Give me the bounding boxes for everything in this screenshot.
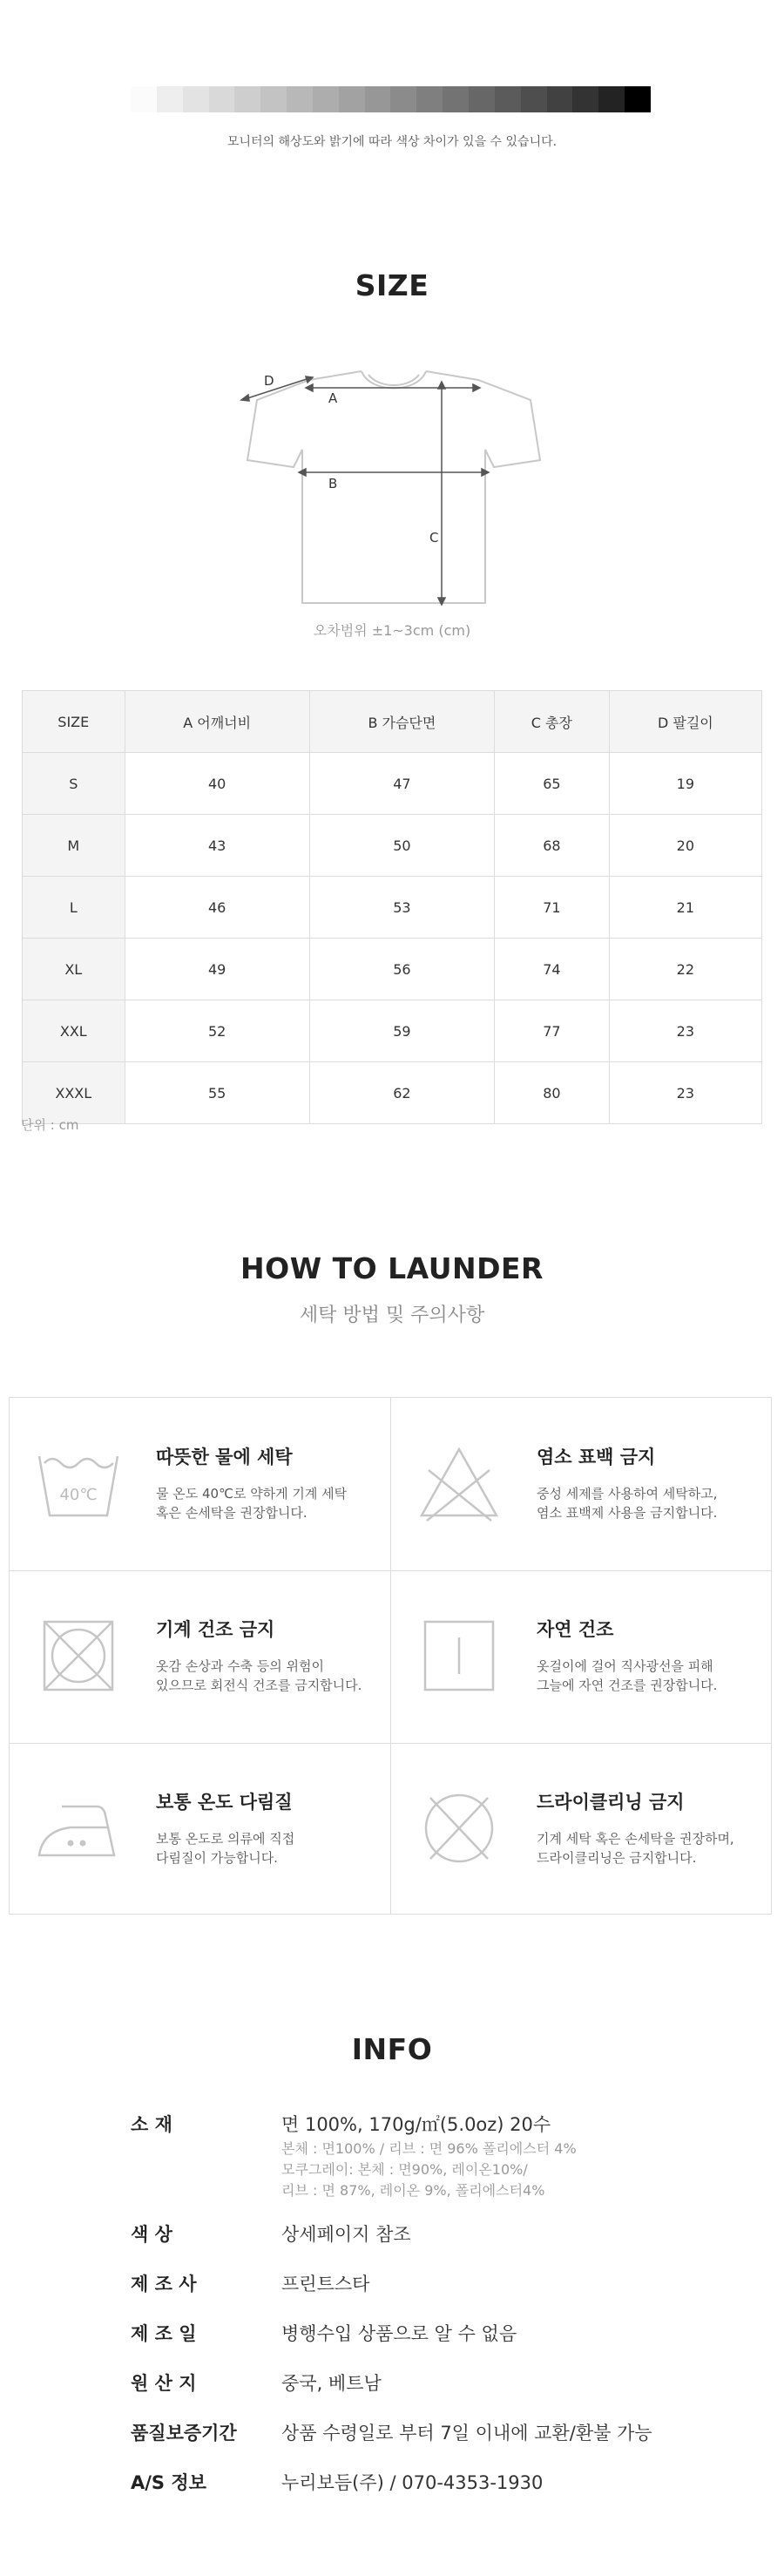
monitor-notice: 모니터의 해상도와 밝기에 따라 색상 차이가 있을 수 있습니다. [226, 135, 558, 149]
tshirt-size-diagram [240, 359, 544, 612]
desc-line-2: 다림질이 가능합니다. [156, 1850, 278, 1866]
launder-item-desc [537, 1657, 767, 1695]
value-cell: 56 [309, 939, 494, 1000]
gradient-swatch [390, 86, 416, 112]
value-cell: 22 [609, 939, 761, 1000]
value-cell: 46 [125, 877, 309, 939]
size-table-header [23, 691, 762, 753]
value-cell: 59 [309, 1000, 494, 1062]
value-cell: 55 [125, 1062, 309, 1124]
launder-item [10, 1743, 390, 1915]
size-cell: XXXL [23, 1062, 125, 1124]
info-label: 제 조 사 [131, 2274, 197, 2295]
iron-medium-icon [36, 1789, 121, 1868]
header-cell: A 어깨너비 [125, 691, 309, 753]
launder-item [390, 1743, 771, 1915]
launder-item-desc [537, 1484, 767, 1522]
launder-item-title: 드라이클리닝 금지 [537, 1792, 685, 1813]
size-cell: XXL [23, 1000, 125, 1062]
no-tumble-dry-icon [36, 1617, 121, 1695]
info-label: 제 조 일 [131, 2323, 197, 2344]
table-row [23, 1000, 762, 1062]
value-cell: 23 [609, 1000, 761, 1062]
value-cell: 43 [125, 815, 309, 877]
value-cell: 50 [309, 815, 494, 877]
gradient-swatch [416, 86, 443, 112]
value-cell: 53 [309, 877, 494, 939]
gradient-swatch [495, 86, 521, 112]
info-value: 누리보듬(주) / 070-4353-1930 [281, 2472, 544, 2493]
header-cell: D 팔길이 [609, 691, 761, 753]
desc-line-1: 보통 온도로 의류에 직접 [156, 1831, 295, 1847]
table-row [23, 877, 762, 939]
material-note: 본체 : 면100% / 리브 : 면 96% 폴리에스터 4% [281, 2140, 577, 2157]
desc-line-1: 옷감 손상과 수축 등의 위험이 [156, 1658, 324, 1674]
header-cell: C 총장 [495, 691, 610, 753]
size-cell: M [23, 815, 125, 877]
desc-line-1: 기계 세탁 혹은 손세탁을 권장하며, [537, 1831, 734, 1847]
color-gradient-bar [131, 86, 651, 112]
launder-item-title: 따뜻한 물에 세탁 [156, 1447, 293, 1468]
value-cell: 74 [495, 939, 610, 1000]
value-cell: 62 [309, 1062, 494, 1124]
size-table [22, 690, 762, 1124]
header-cell: SIZE [23, 691, 125, 753]
gradient-swatch [339, 86, 365, 112]
info-label: 품질보증기간 [131, 2423, 237, 2444]
launder-subtitle: 세탁 방법 및 주의사항 [299, 1305, 485, 1326]
value-cell: 19 [609, 753, 761, 815]
tolerance-note: 오차범위 ±1~3cm (cm) [313, 622, 471, 639]
gradient-swatch [287, 86, 313, 112]
tshirt-outline [247, 371, 540, 603]
launder-item [390, 1398, 771, 1570]
value-cell: 49 [125, 939, 309, 1000]
launder-item-desc [156, 1829, 387, 1868]
value-cell: 77 [495, 1000, 610, 1062]
unit-note: 단위 : cm [21, 1117, 79, 1133]
gradient-swatch [443, 86, 469, 112]
info-label: 색 상 [131, 2224, 172, 2245]
info-value: 면 100%, 170g/㎡(5.0oz) 20수 [281, 2114, 551, 2135]
table-row [23, 1062, 762, 1124]
size-title: SIZE [355, 268, 429, 302]
label-b: B [328, 476, 338, 491]
info-value: 상세페이지 참조 [281, 2224, 411, 2245]
launder-item [10, 1398, 390, 1570]
gradient-swatch [365, 86, 391, 112]
size-cell: XL [23, 939, 125, 1000]
desc-line-1: 옷걸이에 걸어 직사광선을 피해 [537, 1658, 713, 1674]
gradient-swatch [157, 86, 183, 112]
gradient-swatch [183, 86, 209, 112]
value-cell: 68 [495, 815, 610, 877]
no-bleach-icon [416, 1444, 502, 1522]
desc-line-2: 염소 표백제 사용을 금지합니다. [537, 1505, 718, 1521]
desc-line-2: 혹은 손세탁을 권장합니다. [156, 1505, 308, 1521]
info-value: 프린트스타 [281, 2274, 370, 2295]
value-cell: 40 [125, 753, 309, 815]
info-value: 병행수입 상품으로 알 수 없음 [281, 2323, 517, 2344]
label-a: A [328, 390, 338, 406]
launder-item-desc [156, 1484, 387, 1522]
table-row [23, 815, 762, 877]
launder-item-desc [537, 1829, 767, 1868]
gradient-swatch [260, 86, 287, 112]
value-cell: 80 [495, 1062, 610, 1124]
info-title: INFO [351, 2032, 433, 2066]
label-c: C [429, 530, 439, 546]
table-row [23, 939, 762, 1000]
material-note: 리브 : 면 87%, 레이온 9%, 폴리에스터4% [281, 2182, 545, 2199]
gradient-swatch [547, 86, 573, 112]
value-cell: 47 [309, 753, 494, 815]
size-cell: L [23, 877, 125, 939]
gradient-swatch [131, 86, 157, 112]
info-label: A/S 정보 [131, 2472, 206, 2493]
desc-line-1: 중성 세제를 사용하여 세탁하고, [537, 1486, 718, 1502]
gradient-swatch [469, 86, 495, 112]
launder-item [390, 1570, 771, 1743]
label-d: D [264, 373, 274, 389]
desc-line-2: 드라이클리닝은 금지합니다. [537, 1850, 697, 1866]
gradient-swatch [234, 86, 260, 112]
launder-item-title: 기계 건조 금지 [156, 1619, 275, 1640]
desc-line-2: 있으므로 회전식 건조를 금지합니다. [156, 1678, 362, 1693]
value-cell: 23 [609, 1062, 761, 1124]
header-cell: B 가슴단면 [309, 691, 494, 753]
launder-title: HOW TO LAUNDER [240, 1251, 544, 1285]
gradient-swatch [313, 86, 339, 112]
wash-40c-icon [36, 1444, 121, 1522]
info-value: 중국, 베트남 [281, 2373, 382, 2394]
wash-temp-text: 40℃ [59, 1486, 98, 1504]
launder-item-title: 보통 온도 다림질 [156, 1792, 293, 1813]
desc-line-1: 물 온도 40℃로 약하게 기계 세탁 [156, 1486, 348, 1502]
launder-item-title: 염소 표백 금지 [537, 1447, 656, 1468]
value-cell: 21 [609, 877, 761, 939]
launder-grid [9, 1397, 772, 1915]
value-cell: 52 [125, 1000, 309, 1062]
launder-item-title: 자연 건조 [537, 1619, 614, 1640]
no-dry-clean-icon [416, 1789, 502, 1868]
info-label: 원 산 지 [131, 2373, 197, 2394]
material-note: 모쿠그레이: 본체 : 면90%, 레이온10%/ [281, 2161, 528, 2178]
value-cell: 20 [609, 815, 761, 877]
value-cell: 65 [495, 753, 610, 815]
table-row [23, 753, 762, 815]
value-cell: 71 [495, 877, 610, 939]
natural-dry-icon [416, 1617, 502, 1695]
gradient-swatch [625, 86, 651, 112]
info-value: 상품 수령일로 부터 7일 이내에 교환/환불 가능 [281, 2423, 652, 2444]
gradient-swatch [572, 86, 598, 112]
launder-item [10, 1570, 390, 1743]
size-cell: S [23, 753, 125, 815]
gradient-swatch [521, 86, 547, 112]
info-label: 소 재 [131, 2114, 172, 2135]
desc-line-2: 그늘에 자연 건조를 권장합니다. [537, 1678, 718, 1693]
gradient-swatch [209, 86, 235, 112]
gradient-swatch [598, 86, 625, 112]
launder-item-desc [156, 1657, 387, 1695]
